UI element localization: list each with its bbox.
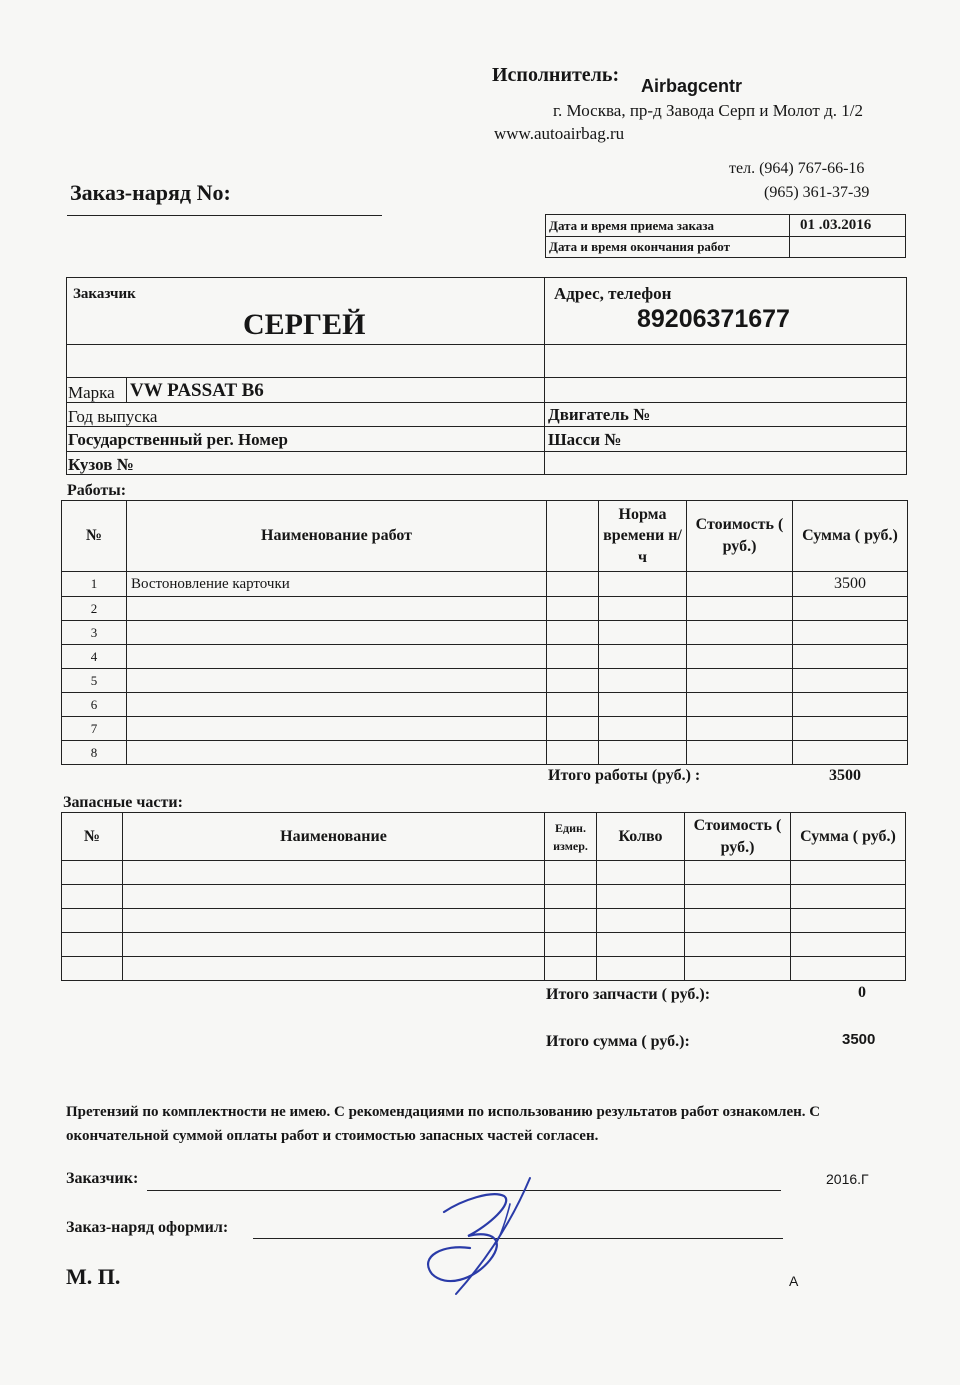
reg-number-label: Государственный рег. Номер [68,430,288,449]
parts-row-cost [685,885,791,909]
works-row-sum [793,717,908,741]
parts-row-cost [685,909,791,933]
parts-row-name [123,885,545,909]
works-row-blank [547,717,599,741]
works-row-norm [599,741,687,765]
address-phone-label: Адрес, телефон [554,284,672,303]
parts-row-qty [597,861,685,885]
year-label: Год выпуска [68,407,158,426]
executor-website: www.autoairbag.ru [494,124,625,143]
parts-row-sum [791,933,906,957]
works-row-cost [687,741,793,765]
date-received-row [546,215,905,237]
works-row-num: 2 [62,597,127,621]
works-row-cost [687,645,793,669]
parts-col-name: Наименование [123,813,545,861]
works-row-norm [599,669,687,693]
works-row-blank [547,597,599,621]
body-label: Кузов № [68,455,134,474]
claims-text: Претензий по комплектности не имею. С рекомендациями по использованию результатов работ ознакомлен. С окончательной суммой оплаты работ и стоимостью запасных частей согласен. [66,1104,821,1144]
parts-row-name [123,933,545,957]
parts-title: Запасные части: [63,794,183,811]
parts-row [62,885,906,909]
parts-row-cost [685,957,791,981]
works-row [62,645,908,669]
works-row [62,717,908,741]
works-row-sum [793,693,908,717]
executor-phone-1: тел. (964) 767-66-16 [729,160,865,177]
parts-col-num: № [62,813,123,861]
works-col-blank [547,501,599,572]
parts-total-label: Итого запчасти ( руб.): [546,986,711,1003]
parts-row-name [123,861,545,885]
parts-row-qty [597,957,685,981]
handwritten-signature [410,1170,550,1300]
customer-block [66,277,907,475]
works-row-sum [793,645,908,669]
works-row-sum [793,669,908,693]
grand-total-value: 3500 [842,1031,876,1048]
works-row [62,693,908,717]
works-row [62,597,908,621]
works-row-blank [547,572,599,597]
executor-phone-2: (965) 361-37-39 [764,184,870,201]
works-row-num: 5 [62,669,127,693]
engine-label: Двигатель № [548,405,651,424]
order-number-line [67,215,382,216]
works-row-norm [599,621,687,645]
customer-row-line [67,377,906,378]
date-received-label: Дата и время приема заказа [549,218,715,233]
parts-row-sum [791,885,906,909]
works-col-norm: Норма времени н/ч [599,501,687,572]
works-col-cost: Стоимость ( руб.) [687,501,793,572]
works-row-norm [599,645,687,669]
works-row-num: 3 [62,621,127,645]
parts-row [62,957,906,981]
issued-by-label: Заказ-наряд оформил: [66,1219,229,1236]
works-col-num: № [62,501,127,572]
customer-row-line [67,402,906,403]
executor-label: Исполнитель: [492,64,620,86]
parts-row-sum [791,957,906,981]
works-row-blank [547,645,599,669]
works-col-sum: Сумма ( руб.) [793,501,908,572]
date-finished-label: Дата и время окончания работ [549,239,730,254]
parts-row-unit [545,933,597,957]
works-row [62,572,908,597]
parts-row-cost [685,861,791,885]
works-row-cost [687,717,793,741]
works-row-norm [599,693,687,717]
works-row [62,669,908,693]
works-row-blank [547,621,599,645]
parts-row-sum [791,909,906,933]
parts-row-qty [597,933,685,957]
works-row-num: 1 [62,572,127,597]
brand-label: Марка [68,383,115,402]
works-header-row [62,501,908,572]
works-row-name [127,669,547,693]
parts-row-sum [791,861,906,885]
parts-row-unit [545,861,597,885]
works-row-name [127,621,547,645]
parts-row-num [62,861,123,885]
parts-row-num [62,909,123,933]
executor-address: г. Москва, пр-д Завода Серп и Молот д. 1/2 [553,101,863,120]
works-total-value: 3500 [829,767,861,784]
works-row-name: Востоновление карточки [127,572,547,597]
works-row-name [127,741,547,765]
customer-signature-label: Заказчик: [66,1170,139,1187]
grand-total-label: Итого сумма ( руб.): [546,1033,690,1050]
customer-row-line [67,344,906,345]
parts-row-qty [597,885,685,909]
works-row [62,621,908,645]
works-table [61,500,908,765]
parts-header-row [62,813,906,861]
date-finished-row [546,236,905,257]
works-row-blank [547,669,599,693]
works-title: Работы: [67,482,127,499]
works-row-num: 4 [62,645,127,669]
works-col-name: Наименование работ [127,501,547,572]
parts-col-unit: Един. измер. [545,813,597,861]
customer-divider [544,278,545,474]
parts-row-cost [685,933,791,957]
parts-row-name [123,909,545,933]
works-row-norm [599,572,687,597]
works-row-norm [599,597,687,621]
customer-label: Заказчик [73,286,136,302]
parts-col-sum: Сумма ( руб.) [791,813,906,861]
customer-phone: 89206371677 [637,305,790,333]
customer-row-line [67,426,906,427]
parts-row-num [62,933,123,957]
brand-divider [126,377,127,402]
works-row-name [127,693,547,717]
signature-year: 2016.Г [826,1171,869,1187]
works-row-cost [687,572,793,597]
works-row [62,741,908,765]
parts-col-cost: Стоимость ( руб.) [685,813,791,861]
parts-row-num [62,885,123,909]
customer-row-line [67,451,906,452]
parts-row [62,861,906,885]
stamp-label: М. П. [66,1264,121,1289]
works-row-num: 7 [62,717,127,741]
parts-row-qty [597,909,685,933]
parts-col-qty: Колво [597,813,685,861]
parts-table [61,812,906,981]
works-row-cost [687,669,793,693]
parts-row-unit [545,957,597,981]
works-row-cost [687,693,793,717]
works-row-sum [793,741,908,765]
date-received-value: 01 .03.2016 [789,215,905,236]
date-finished-value [789,236,905,257]
works-row-sum [793,621,908,645]
works-row-cost [687,597,793,621]
chassis-label: Шасси № [548,430,622,449]
works-row-num: 6 [62,693,127,717]
parts-row-num [62,957,123,981]
executor-name: Airbagcentr [641,76,743,96]
parts-total-value: 0 [858,984,866,1001]
works-row-blank [547,741,599,765]
brand-value: VW PASSAT B6 [130,380,264,401]
works-row-sum: 3500 [793,572,908,597]
order-title: Заказ-наряд No: [70,180,231,205]
works-row-name [127,717,547,741]
date-table [545,214,906,258]
works-row-num: 8 [62,741,127,765]
works-row-sum [793,597,908,621]
customer-name: СЕРГЕЙ [243,308,366,341]
corner-mark: А [789,1273,799,1289]
parts-row-unit [545,885,597,909]
works-row-name [127,645,547,669]
works-row-blank [547,693,599,717]
works-row-norm [599,717,687,741]
parts-row-name [123,957,545,981]
parts-row-unit [545,909,597,933]
works-row-name [127,597,547,621]
parts-row [62,933,906,957]
works-row-cost [687,621,793,645]
parts-row [62,909,906,933]
works-total-label: Итого работы (руб.) : [548,767,701,784]
